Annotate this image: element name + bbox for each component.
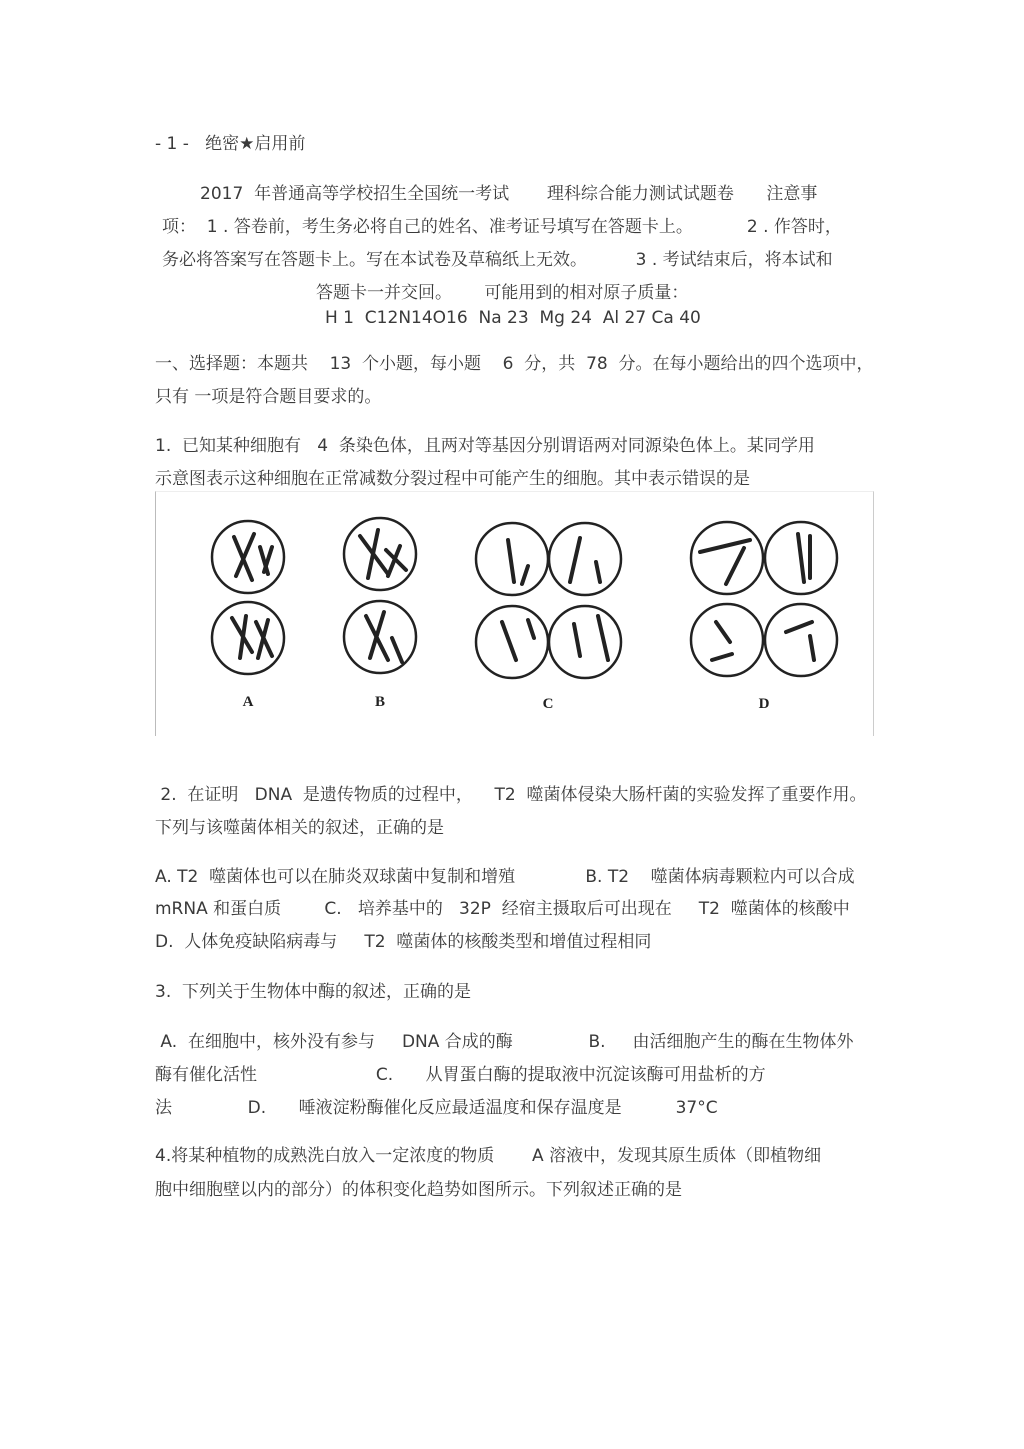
intro-line-3: 务必将答案写在答题卡上。写在本试卷及草稿纸上无效。 3 . 考试结束后，将本试和	[162, 250, 833, 270]
q4-line-1: 4.将某种植物的成熟洗白放入一定浓度的物质 A 溶液中，发现其原生质体（即植物细	[155, 1146, 822, 1166]
intro-line-4: 答题卡一并交回。 可能用到的相对原子质量：	[316, 283, 689, 303]
q2-line-2: 下列与该噬菌体相关的叙述，正确的是	[155, 818, 444, 838]
q2-line-5: D. 人体免疫缺陷病毒与 T2 噬菌体的核酸类型和增值过程相同	[155, 932, 652, 952]
figure-label-a: A	[242, 694, 254, 710]
q3-line-2: A. 在细胞中，核外没有参与 DNA 合成的酶 B. 由活细胞产生的酶在生物体外	[155, 1032, 854, 1052]
q4-line-2: 胞中细胞壁以内的部分）的体积变化趋势如图所示。下列叙述正确的是	[155, 1180, 682, 1200]
q3-line-1: 3. 下列关于生物体中酶的叙述，正确的是	[155, 982, 472, 1002]
q3-line-4: 法 D. 唾液淀粉酶催化反应最适温度和保存温度是 37°C	[155, 1098, 718, 1118]
atomic-mass-line: H 1 C12N14O16 Na 23 Mg 24 Al 27 Ca 40	[325, 308, 701, 328]
q1-line-1: 1. 已知某种细胞有 4 条染色体，且两对等基因分别谓语两对同源染色体上。某同学用	[155, 436, 815, 456]
chromosome-figure	[155, 491, 874, 736]
figure-label-b: B	[374, 694, 386, 710]
figure-label-d: D	[758, 696, 770, 712]
q1-line-2: 示意图表示这种细胞在正常减数分裂过程中可能产生的细胞。其中表示错误的是	[155, 469, 750, 489]
q2-line-3: A. T2 噬菌体也可以在肺炎双球菌中复制和增殖 B. T2 噬菌体病毒颗粒内可以合成	[155, 867, 855, 887]
q2-line-1: 2. 在证明 DNA 是遗传物质的过程中， T2 噬菌体侵染大肠杆菌的实验发挥了重要作用。	[155, 785, 867, 805]
page-header: - 1 - 绝密★启用前	[155, 134, 306, 154]
figure-label-c: C	[542, 696, 554, 712]
q2-line-4: mRNA 和蛋白质 C. 培养基中的 32P 经宿主摄取后可出现在 T2 噬菌体的核酸中	[155, 899, 850, 919]
intro-line-1: 2017 年普通高等学校招生全国统一考试 理科综合能力测试试题卷 注意事	[200, 184, 818, 204]
section-title-line-1: 一、选择题：本题共 13 个小题，每小题 6 分，共 78 分。在每小题给出的四个选项中，	[155, 354, 874, 374]
section-title-line-2: 只有 一项是符合题目要求的。	[155, 387, 382, 407]
q3-line-3: 酶有催化活性 C. 从胃蛋白酶的提取液中沉淀该酶可用盐析的方	[155, 1065, 766, 1085]
intro-line-2: 项： 1 . 答卷前，考生务必将自己的姓名、准考证号填写在答题卡上。 2 . 作答时，	[162, 217, 842, 237]
